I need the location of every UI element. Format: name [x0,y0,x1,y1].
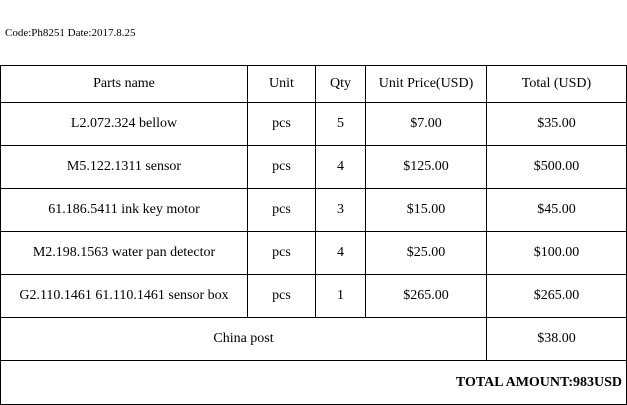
cell-unit: pcs [248,232,316,275]
cell-part-name: 61.186.5411 ink key motor [1,189,248,232]
cell-qty: 4 [316,232,366,275]
cell-part-name: M2.198.1563 water pan detector [1,232,248,275]
cell-unit: pcs [248,146,316,189]
cell-total: $500.00 [487,146,627,189]
parts-table [0,65,627,405]
grand-total-value: 983USD [572,374,622,390]
cell-unit-price: $25.00 [366,232,487,275]
code-value: Ph8251 [31,27,65,39]
cell-total: $45.00 [487,189,627,232]
table-header-row [1,66,627,103]
cell-qty: 3 [316,189,366,232]
cell-unit: pcs [248,103,316,146]
grand-total-label: TOTAL AMOUNT: [455,374,573,390]
document-header [5,27,135,39]
column-header-qty: Qty [316,66,366,103]
cell-unit: pcs [248,189,316,232]
cell-qty: 4 [316,146,366,189]
cell-total: $265.00 [487,275,627,318]
date-label: Date: [67,27,92,39]
grand-total-row [1,361,627,405]
cell-unit-price: $265.00 [366,275,487,318]
cell-unit: pcs [248,275,316,318]
table-row [1,146,627,189]
table-row [1,189,627,232]
cell-unit-price: $15.00 [366,189,487,232]
shipping-row [1,318,627,361]
shipping-amount: $38.00 [487,318,627,361]
column-header-unit-price: Unit Price(USD) [366,66,487,103]
cell-total: $35.00 [487,103,627,146]
cell-unit-price: $7.00 [366,103,487,146]
cell-part-name: G2.110.1461 61.110.1461 sensor box [1,275,248,318]
cell-total: $100.00 [487,232,627,275]
table-row [1,103,627,146]
cell-unit-price: $125.00 [366,146,487,189]
shipping-label: China post [1,318,487,361]
cell-qty: 5 [316,103,366,146]
table-row [1,232,627,275]
date-value: 2017.8.25 [91,27,136,39]
cell-part-name: M5.122.1311 sensor [1,146,248,189]
grand-total-cell [1,361,627,405]
cell-qty: 1 [316,275,366,318]
column-header-parts-name: Parts name [1,66,248,103]
column-header-total: Total (USD) [487,66,627,103]
cell-part-name: L2.072.324 bellow [1,103,248,146]
table-row [1,275,627,318]
code-label: Code: [5,27,32,39]
column-header-unit: Unit [248,66,316,103]
